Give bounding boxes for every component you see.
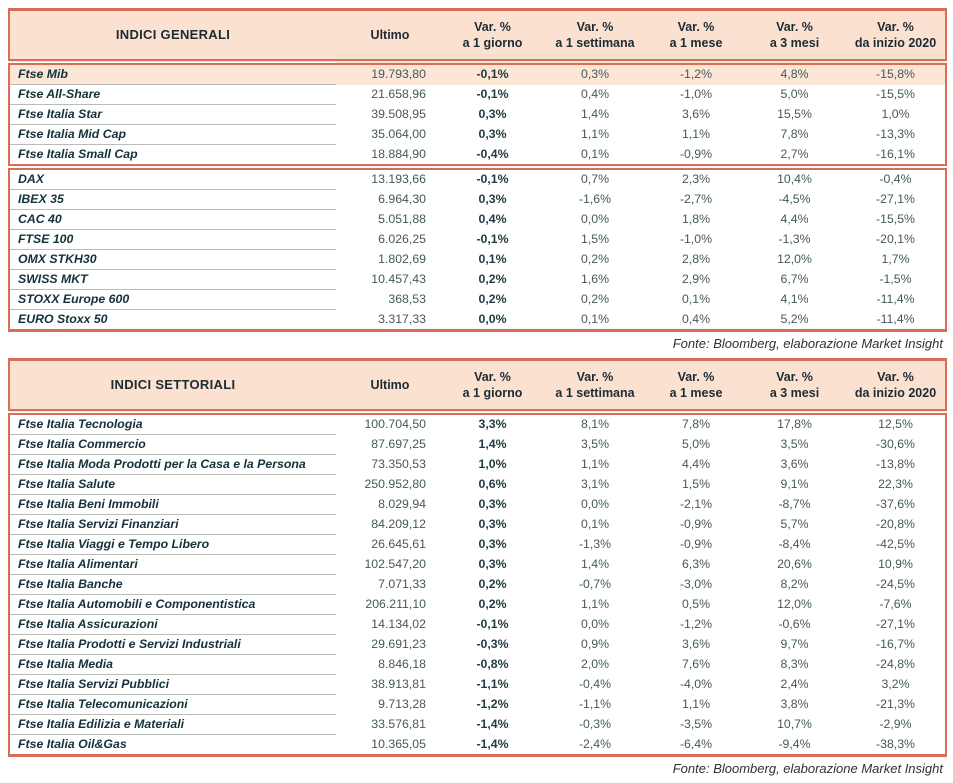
pct-change-cell: -1,6%: [578, 192, 612, 206]
ultimo-cell: 19.793,80: [336, 62, 444, 85]
ultimo-cell: 102.547,20: [364, 557, 426, 571]
pct-change-cell: 2,7%: [743, 145, 846, 168]
pct-change-cell: -0,9%: [679, 537, 713, 551]
index-name-cell: Ftse Italia Banche: [9, 575, 336, 595]
pct-change-cell: 0,3%: [478, 107, 507, 121]
pct-change-cell: 0,3%: [541, 62, 649, 85]
pct-change-cell: -2,9%: [879, 717, 912, 731]
pct-change-cell: 0,3%: [478, 192, 507, 206]
index-name-cell: Ftse Italia Star: [9, 105, 336, 125]
ultimo-cell: 10.365,05: [371, 736, 426, 751]
column-header-var-3-mesi: Var. % a 3 mesi: [743, 360, 846, 413]
pct-change-cell: -1,0%: [679, 232, 713, 246]
ultimo-cell: 206.211,10: [365, 597, 426, 611]
index-name-cell: Ftse Italia Commercio: [9, 435, 336, 455]
pct-change-cell: -24,5%: [876, 577, 915, 591]
pct-change-cell: -1,0%: [679, 87, 713, 101]
pct-change-cell: -0,1%: [444, 62, 541, 85]
general-indices-header-row: [9, 10, 946, 63]
ultimo-cell: 33.576,81: [371, 717, 426, 731]
pct-change-cell: -27,1%: [876, 192, 915, 206]
ultimo-cell: 18.884,90: [336, 145, 444, 168]
pct-change-cell: -38,3%: [876, 736, 915, 751]
pct-change-cell: -30,6%: [876, 437, 915, 451]
pct-change-cell: -1,4%: [476, 717, 509, 731]
index-name-cell: Ftse Italia Servizi Finanziari: [9, 515, 336, 535]
table-row: [9, 290, 946, 310]
pct-change-cell: -2,7%: [679, 192, 713, 206]
pct-change-cell: -11,4%: [876, 292, 915, 306]
pct-change-cell: -21,3%: [876, 697, 915, 711]
pct-change-cell: -0,6%: [778, 617, 811, 631]
pct-change-cell: 4,4%: [780, 212, 809, 226]
column-header-ultimo: Ultimo: [336, 360, 444, 413]
pct-change-cell: 0,3%: [478, 127, 507, 141]
pct-change-cell: -13,3%: [876, 127, 915, 141]
pct-change-cell: 0,1%: [580, 517, 610, 531]
ultimo-cell: 3.317,33: [378, 311, 426, 326]
table-row: [9, 535, 946, 555]
pct-change-cell: -3,5%: [679, 717, 713, 731]
table-title: INDICI SETTORIALI: [9, 360, 336, 413]
pct-change-cell: -1,2%: [649, 62, 743, 85]
index-name-cell: Ftse Italia Moda Prodotti per la Casa e la Persona: [9, 455, 336, 475]
pct-change-cell: 1,5%: [580, 232, 610, 246]
pct-change-cell: 0,2%: [478, 272, 507, 286]
pct-change-cell: -0,8%: [476, 657, 509, 671]
table-row: [9, 85, 946, 105]
index-name-cell: OMX STKH30: [9, 250, 336, 270]
pct-change-cell: 1,6%: [580, 272, 610, 286]
pct-change-cell: -1,2%: [476, 697, 509, 711]
index-name-cell: Ftse Italia Tecnologia: [9, 412, 336, 435]
pct-change-cell: 1,1%: [580, 127, 610, 141]
sector-indices-header-row: [9, 360, 946, 413]
pct-change-cell: -15,8%: [846, 62, 946, 85]
table-row: [9, 695, 946, 715]
table-row: [9, 575, 946, 595]
pct-change-cell: -1,1%: [476, 677, 509, 691]
ultimo-cell: 6.964,30: [378, 192, 426, 206]
pct-change-cell: -1,4%: [476, 736, 509, 751]
index-name-cell: Ftse Italia Viaggi e Tempo Libero: [9, 535, 336, 555]
pct-change-cell: 8,2%: [780, 577, 809, 591]
pct-change-cell: 0,4%: [580, 87, 610, 101]
pct-change-cell: 0,2%: [478, 597, 507, 611]
pct-change-cell: -2,4%: [578, 736, 612, 751]
column-header-var-1-giorno: Var. % a 1 giorno: [444, 10, 541, 63]
table-row: [9, 250, 946, 270]
ultimo-cell: 6.026,25: [378, 232, 426, 246]
table-row: [9, 230, 946, 250]
pct-change-cell: -11,4%: [876, 311, 915, 326]
pct-change-cell: -15,5%: [876, 87, 915, 101]
pct-change-cell: -4,5%: [778, 192, 811, 206]
pct-change-cell: 5,7%: [780, 517, 809, 531]
column-header-var-1-settimana: Var. % a 1 settimana: [541, 10, 649, 63]
column-header-var-1-mese: Var. % a 1 mese: [649, 360, 743, 413]
pct-change-cell: 0,2%: [478, 577, 507, 591]
pct-change-cell: -4,0%: [679, 677, 713, 691]
pct-change-cell: 20,6%: [777, 557, 812, 571]
ultimo-cell: 1.802,69: [378, 252, 426, 266]
pct-change-cell: 0,4%: [478, 212, 507, 226]
column-header-var-1-settimana: Var. % a 1 settimana: [541, 360, 649, 413]
pct-change-cell: 1,8%: [681, 212, 711, 226]
pct-change-cell: 0,3%: [478, 557, 507, 571]
pct-change-cell: 9,7%: [780, 637, 809, 651]
pct-change-cell: 10,7%: [777, 717, 812, 731]
index-name-cell: EURO Stoxx 50: [18, 312, 108, 326]
index-name-cell: CAC 40: [9, 210, 336, 230]
table-row: [9, 735, 946, 756]
pct-change-cell: -0,1%: [476, 172, 509, 187]
pct-change-cell: 0,3%: [478, 537, 507, 551]
general-indices-table: [8, 8, 947, 332]
pct-change-cell: 0,3%: [478, 497, 507, 511]
ultimo-cell: 5.051,88: [378, 212, 426, 226]
ultimo-cell: 9.713,28: [378, 697, 426, 711]
table-row: [9, 125, 946, 145]
ultimo-cell: 8.846,18: [378, 657, 426, 671]
ultimo-cell: 13.193,66: [371, 172, 426, 187]
table-row: [9, 675, 946, 695]
pct-change-cell: -0,9%: [649, 145, 743, 168]
pct-change-cell: -1,2%: [679, 617, 713, 631]
ultimo-cell: 7.071,33: [378, 577, 426, 591]
pct-change-cell: 5,0%: [681, 437, 711, 451]
pct-change-cell: 5,2%: [780, 311, 809, 326]
pct-change-cell: 0,1%: [580, 311, 610, 326]
pct-change-cell: -16,7%: [876, 637, 915, 651]
pct-change-cell: 1,4%: [580, 107, 610, 121]
pct-change-cell: 0,0%: [580, 497, 610, 511]
pct-change-cell: -0,3%: [476, 637, 509, 651]
pct-change-cell: -0,7%: [578, 577, 612, 591]
pct-change-cell: 12,0%: [777, 597, 812, 611]
pct-change-cell: -1,1%: [578, 697, 612, 711]
pct-change-cell: 3,6%: [681, 107, 711, 121]
table-row: [9, 715, 946, 735]
pct-change-cell: 1,0%: [881, 107, 910, 121]
pct-change-cell: 6,3%: [681, 557, 711, 571]
table-row: [9, 270, 946, 290]
ultimo-cell: 14.134,02: [371, 617, 426, 631]
pct-change-cell: 8,1%: [580, 417, 610, 432]
pct-change-cell: 7,8%: [681, 417, 711, 432]
pct-change-cell: 3,3%: [478, 417, 507, 432]
table-row: [9, 105, 946, 125]
ultimo-cell: 8.029,94: [378, 497, 426, 511]
ultimo-cell: 87.697,25: [371, 437, 426, 451]
table-row: [9, 210, 946, 230]
pct-change-cell: 2,0%: [580, 657, 610, 671]
pct-change-cell: -9,4%: [778, 736, 811, 751]
pct-change-cell: 4,4%: [681, 457, 711, 471]
pct-change-cell: -15,5%: [876, 212, 915, 226]
column-header-var-inizio-2020: Var. % da inizio 2020: [846, 10, 946, 63]
pct-change-cell: -13,8%: [876, 457, 915, 471]
pct-change-cell: 0,4%: [681, 311, 711, 326]
table-title: INDICI GENERALI: [9, 10, 336, 63]
pct-change-cell: 1,7%: [881, 252, 910, 266]
pct-change-cell: 7,8%: [780, 127, 809, 141]
pct-change-cell: 2,8%: [681, 252, 711, 266]
pct-change-cell: 9,1%: [780, 477, 809, 491]
pct-change-cell: 2,3%: [681, 172, 711, 187]
pct-change-cell: -3,0%: [679, 577, 713, 591]
pct-change-cell: 0,1%: [541, 145, 649, 168]
pct-change-cell: -1,5%: [879, 272, 912, 286]
ultimo-cell: 38.913,81: [371, 677, 426, 691]
index-name-cell: Ftse Italia Servizi Pubblici: [9, 675, 336, 695]
ultimo-cell: 10.457,43: [371, 272, 426, 286]
ultimo-cell: 29.691,23: [371, 637, 426, 651]
pct-change-cell: -20,8%: [876, 517, 915, 531]
index-name-cell: Ftse Italia Assicurazioni: [9, 615, 336, 635]
pct-change-cell: 2,9%: [681, 272, 711, 286]
table-row: [9, 455, 946, 475]
pct-change-cell: 0,1%: [681, 292, 711, 306]
pct-change-cell: 1,1%: [580, 597, 610, 611]
pct-change-cell: 6,7%: [780, 272, 809, 286]
pct-change-cell: 12,5%: [878, 417, 913, 432]
index-name-cell: STOXX Europe 600: [9, 290, 336, 310]
pct-change-cell: 0,6%: [478, 477, 507, 491]
index-name-cell: Ftse Italia Telecomunicazioni: [9, 695, 336, 715]
pct-change-cell: 22,3%: [878, 477, 913, 491]
pct-change-cell: 15,5%: [777, 107, 812, 121]
ultimo-cell: 250.952,80: [364, 477, 426, 491]
pct-change-cell: 3,8%: [780, 697, 809, 711]
index-name-cell: Ftse Italia Salute: [9, 475, 336, 495]
pct-change-cell: 0,9%: [580, 637, 610, 651]
table-row: [9, 635, 946, 655]
pct-change-cell: 3,5%: [780, 437, 809, 451]
ultimo-cell: 84.209,12: [371, 517, 426, 531]
index-name-cell: Ftse Italia Oil&Gas: [18, 737, 127, 751]
index-name-cell: Ftse Italia Prodotti e Servizi Industriali: [9, 635, 336, 655]
pct-change-cell: -7,6%: [879, 597, 912, 611]
ultimo-cell: 21.658,96: [371, 87, 426, 101]
pct-change-cell: -6,4%: [679, 736, 713, 751]
pct-change-cell: -27,1%: [876, 617, 915, 631]
pct-change-cell: 3,1%: [580, 477, 610, 491]
pct-change-cell: -20,1%: [876, 232, 915, 246]
index-name-cell: Ftse Italia Mid Cap: [9, 125, 336, 145]
pct-change-cell: 0,3%: [478, 517, 507, 531]
table-row: [9, 555, 946, 575]
table-row: [9, 655, 946, 675]
pct-change-cell: 0,5%: [681, 597, 711, 611]
pct-change-cell: 1,1%: [580, 457, 610, 471]
column-header-ultimo: Ultimo: [336, 10, 444, 63]
pct-change-cell: 5,0%: [780, 87, 809, 101]
pct-change-cell: 4,1%: [780, 292, 809, 306]
table-row: [9, 615, 946, 635]
column-header-var-3-mesi: Var. % a 3 mesi: [743, 10, 846, 63]
pct-change-cell: 2,4%: [780, 677, 809, 691]
pct-change-cell: 0,7%: [580, 172, 610, 187]
pct-change-cell: 10,9%: [878, 557, 913, 571]
pct-change-cell: -0,3%: [578, 717, 612, 731]
index-name-cell: FTSE 100: [9, 230, 336, 250]
table-row: [9, 412, 946, 435]
column-header-var-1-mese: Var. % a 1 mese: [649, 10, 743, 63]
pct-change-cell: -0,4%: [578, 677, 612, 691]
source-note: Fonte: Bloomberg, elaborazione Market Insight: [672, 336, 943, 351]
pct-change-cell: -2,1%: [679, 497, 713, 511]
pct-change-cell: 0,2%: [580, 292, 610, 306]
pct-change-cell: 0,0%: [580, 617, 610, 631]
index-name-cell: Ftse Italia Small Cap: [9, 145, 336, 168]
pct-change-cell: 12,0%: [777, 252, 812, 266]
pct-change-cell: -0,4%: [879, 172, 912, 187]
pct-change-cell: 3,5%: [580, 437, 610, 451]
pct-change-cell: 1,4%: [580, 557, 610, 571]
index-name-cell: IBEX 35: [9, 190, 336, 210]
pct-change-cell: 10,4%: [777, 172, 812, 187]
pct-change-cell: 1,1%: [681, 697, 711, 711]
table-row: [9, 167, 946, 190]
pct-change-cell: 3,2%: [881, 677, 910, 691]
index-name-cell: Ftse All-Share: [9, 85, 336, 105]
pct-change-cell: -0,4%: [444, 145, 541, 168]
ultimo-cell: 368,53: [388, 292, 426, 306]
column-header-var-1-giorno: Var. % a 1 giorno: [444, 360, 541, 413]
ultimo-cell: 26.645,61: [371, 537, 426, 551]
pct-change-cell: 0,1%: [478, 252, 507, 266]
pct-change-cell: 0,0%: [478, 311, 507, 326]
pct-change-cell: 8,3%: [780, 657, 809, 671]
ultimo-cell: 35.064,00: [371, 127, 426, 141]
pct-change-cell: -37,6%: [876, 497, 915, 511]
sector-indices-table: [8, 358, 947, 757]
pct-change-cell: -16,1%: [846, 145, 946, 168]
table-row: [9, 475, 946, 495]
pct-change-cell: 3,6%: [780, 457, 809, 471]
pct-change-cell: 7,6%: [681, 657, 711, 671]
ultimo-cell: 39.508,95: [371, 107, 426, 121]
index-name-cell: Ftse Italia Beni Immobili: [9, 495, 336, 515]
pct-change-cell: 0,2%: [478, 292, 507, 306]
index-name-cell: Ftse Mib: [9, 62, 336, 85]
pct-change-cell: -0,1%: [476, 617, 509, 631]
index-name-cell: Ftse Italia Edilizia e Materiali: [9, 715, 336, 735]
pct-change-cell: -42,5%: [876, 537, 915, 551]
pct-change-cell: 4,8%: [743, 62, 846, 85]
ultimo-cell: 73.350,53: [371, 457, 426, 471]
pct-change-cell: 17,8%: [777, 417, 812, 432]
index-name-cell: Ftse Italia Alimentari: [9, 555, 336, 575]
pct-change-cell: 1,0%: [478, 457, 507, 471]
column-header-var-inizio-2020: Var. % da inizio 2020: [846, 360, 946, 413]
pct-change-cell: -24,8%: [876, 657, 915, 671]
index-name-cell: Ftse Italia Media: [9, 655, 336, 675]
pct-change-cell: -1,3%: [778, 232, 811, 246]
table-row: [9, 435, 946, 455]
pct-change-cell: -0,1%: [476, 232, 509, 246]
source-note: Fonte: Bloomberg, elaborazione Market Insight: [672, 761, 943, 776]
table-row: [9, 495, 946, 515]
index-name-cell: DAX: [9, 167, 336, 190]
pct-change-cell: -1,3%: [578, 537, 612, 551]
table-row: [9, 515, 946, 535]
table-row: [9, 145, 946, 168]
pct-change-cell: 1,5%: [681, 477, 711, 491]
index-name-cell: Ftse Italia Automobili e Componentistica: [9, 595, 336, 615]
pct-change-cell: 1,1%: [681, 127, 711, 141]
table-row: [9, 595, 946, 615]
pct-change-cell: 1,4%: [478, 437, 507, 451]
pct-change-cell: 0,0%: [580, 212, 610, 226]
pct-change-cell: -8,7%: [778, 497, 811, 511]
pct-change-cell: -8,4%: [778, 537, 811, 551]
ultimo-cell: 100.704,50: [364, 417, 426, 432]
table-row: [9, 310, 946, 331]
pct-change-cell: -0,9%: [679, 517, 713, 531]
table-row: [9, 190, 946, 210]
pct-change-cell: 0,2%: [580, 252, 610, 266]
pct-change-cell: 3,6%: [681, 637, 711, 651]
index-name-cell: SWISS MKT: [9, 270, 336, 290]
pct-change-cell: -0,1%: [476, 87, 509, 101]
table-row: [9, 62, 946, 85]
